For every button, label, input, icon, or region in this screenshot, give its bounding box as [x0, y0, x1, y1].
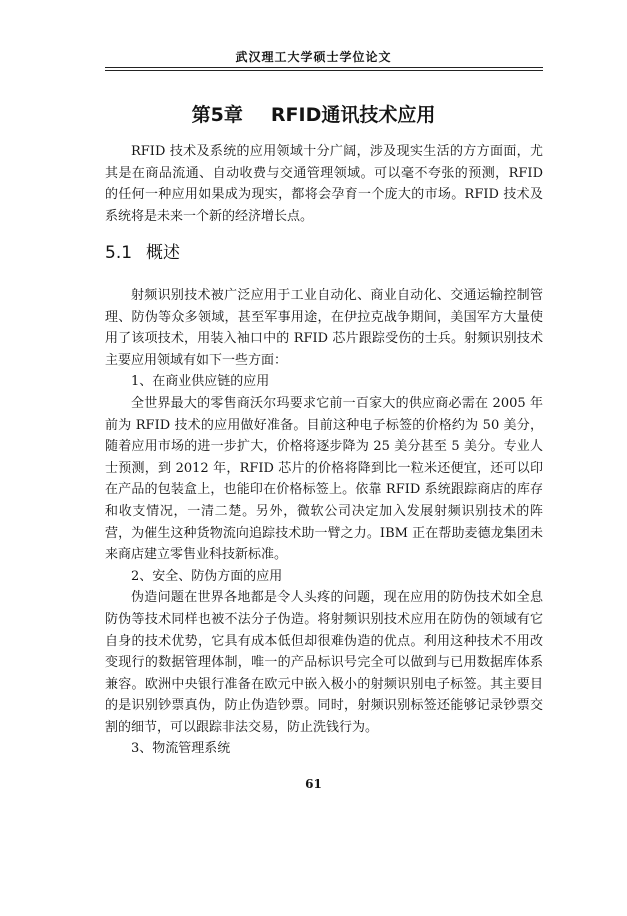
intro-block [105, 141, 543, 227]
intro-paragraph: RFID 技术及系统的应用领域十分广阔，涉及现实生活的方方面面，尤其是在商品流通、自动收费与交通管理领域。可以毫不夸张的预测，RFID 的任何一种应用如果成为现实，都将会孕育一个庞大的市场。RFID 技术及系统将是未来一个新的经济增长点。 [105, 144, 543, 224]
section-paragraph: 射频识别技术被广泛应用于工业自动化、商业自动化、交通运输控制管理、防伪等众多领域，甚至军事用途，在伊拉克战争期间，美国军方大量使用了该项技术，用装入袖口中的 RFID 芯片跟踪受伤的士兵。射频识别技术主要应用领域有如下一些方面： [105, 288, 543, 368]
item-heading-logistics: 3、物流管理系统 [131, 741, 231, 757]
section-body [105, 285, 543, 760]
item-text-security: 伪造问题在世界各地都是令人头疼的问题，现在应用的防伪技术如全息防伪等技术同样也被不法分子伪造。将射频识别技术应用在防伪的领域有它自身的技术优势，它具有成本低但却很难伪造的优点。利用这种技术不用改变现行的数据管理体制，唯一的产品标识号完全可以做到与已用数据库体系兼容。欧洲中央银行准备在欧元中嵌入极小的射频识别电子标签。其主要目的是识别钞票真伪，防止伪造钞票。同时，射频识别标签还能够记录钞票交割的细节，可以跟踪非法交易，防止洗钱行为。 [105, 590, 543, 735]
header-rule-thin [105, 70, 543, 71]
section-heading [105, 238, 180, 263]
item-heading-supply-chain: 1、在商业供应链的应用 [131, 374, 270, 390]
running-header: 武汉理工大学硕士学位论文 [235, 50, 392, 64]
page-number: 61 [305, 777, 322, 791]
section-title: 概述 [146, 243, 181, 263]
item-heading-security: 2、安全、防伪方面的应用 [131, 568, 283, 584]
header-rule-thick [105, 67, 543, 68]
item-text-supply-chain: 全世界最大的零售商沃尔玛要求它前一百家大的供应商必需在 2005 年前为 RFID 技术的应用做好准备。目前这种电子标签的价格约为 50 美分，随着应用市场的进一步扩大，价格将逐步降为 25 美分甚至 5 美分。专业人士预测，到 2012 年，RFID 芯片的价格将降到比一粒米还便宜，还可以印在产品的包装盒上，也能印在价格标签上。依靠 RFID 系统跟踪商店的库存和收支情况，一清二楚。另外，微软公司决定加入发展射频识别技术的阵营，为催生这种货物流向追踪技术助一臂之力。IBM 正在帮助麦德龙集团未来商店建立零售业科技新标准。 [105, 395, 543, 563]
chapter-heading [0, 100, 627, 127]
section-number: 5.1 [105, 243, 133, 263]
chapter-number: 第5章 [191, 104, 243, 126]
chapter-title: RFID通讯技术应用 [270, 104, 436, 126]
